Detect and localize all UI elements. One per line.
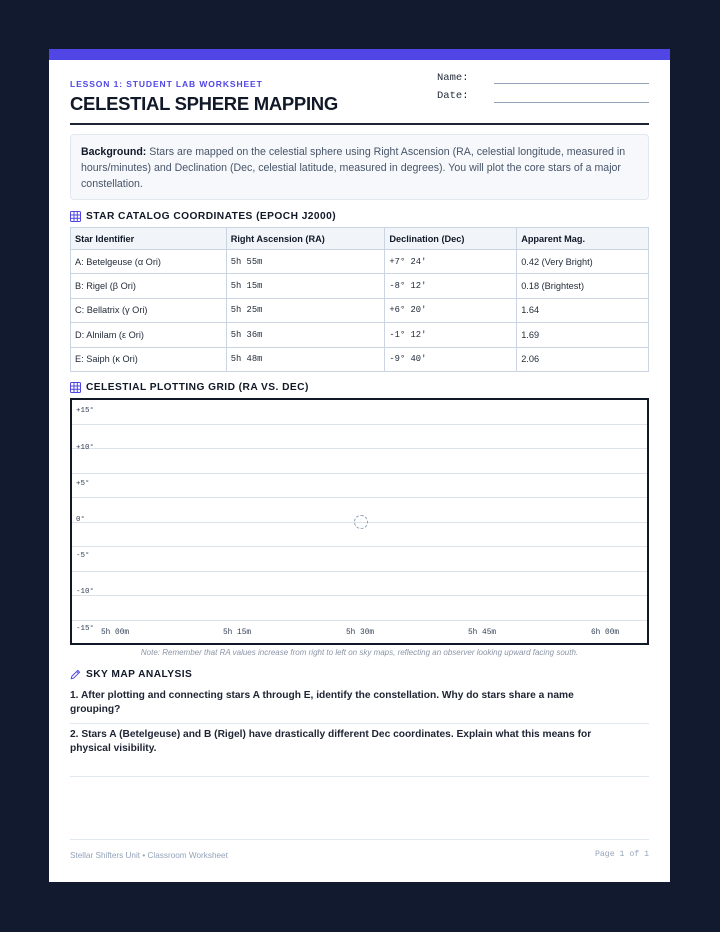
name-label: Name:: [437, 72, 469, 84]
table-row: [71, 298, 649, 322]
grid-title: CELESTIAL PLOTTING GRID (RA VS. DEC): [86, 381, 309, 393]
y-axis-label: -10°: [76, 588, 95, 596]
apparent-magnitude: 0.18 (Brightest): [517, 274, 649, 298]
analysis-title: SKY MAP ANALYSIS: [86, 668, 193, 680]
gridline: [72, 448, 647, 449]
page-number: Page 1 of 1: [594, 850, 649, 859]
column-header: Right Ascension (RA): [226, 228, 385, 250]
table-row: [71, 347, 649, 371]
declination: -9° 40': [385, 347, 517, 371]
question-1: 1. After plotting and connecting stars A through E, identify the constellation. Why do stars share a name grouping?: [70, 690, 574, 715]
page-title: CELESTIAL SPHERE MAPPING: [70, 93, 338, 114]
worksheet-page: [49, 49, 670, 882]
y-axis-label: +15°: [76, 407, 95, 415]
grid-section-title: [70, 380, 309, 394]
gridline: [72, 424, 647, 425]
name-field[interactable]: [494, 83, 649, 84]
column-header: Star Identifier: [71, 228, 227, 250]
y-axis-label: -15°: [76, 625, 95, 633]
apparent-magnitude: 1.69: [517, 323, 649, 347]
background-text: Stars are mapped on the celestial sphere using Right Ascension (RA, celestial longitude, measured in hours/minutes) and Declination (Dec, celestial latitude, measured in degrees). You will plot the core stars of a major constellation.: [81, 146, 626, 190]
y-axis-label: -5°: [76, 552, 90, 560]
right-ascension: 5h 36m: [226, 323, 385, 347]
star-identifier: A: Betelgeuse (α Ori): [71, 250, 227, 274]
star-catalog-table: [70, 227, 649, 372]
x-axis-label: 5h 15m: [223, 629, 252, 637]
background-box: [70, 134, 649, 200]
footer-unit: Stellar Shifters Unit • Classroom Worksheet: [70, 851, 228, 860]
table-row: [71, 323, 649, 347]
right-ascension: 5h 25m: [226, 298, 385, 322]
catalog-title: STAR CATALOG COORDINATES (EPOCH J2000): [86, 210, 337, 222]
right-ascension: 5h 48m: [226, 347, 385, 371]
column-header: Apparent Mag.: [517, 228, 649, 250]
catalog-section-title: [70, 209, 336, 223]
declination: -1° 12': [385, 323, 517, 347]
answer-line-1[interactable]: [70, 723, 649, 724]
answer-line-2[interactable]: [70, 776, 649, 777]
apparent-magnitude: 2.06: [517, 347, 649, 371]
x-axis-label: 5h 30m: [346, 629, 375, 637]
grid-icon: [70, 382, 81, 393]
declination: +6° 20': [385, 298, 517, 322]
gridline: [72, 497, 647, 498]
y-axis-label: +5°: [76, 480, 90, 488]
x-axis-label: 5h 45m: [468, 629, 497, 637]
declination: -8° 12': [385, 274, 517, 298]
star-identifier: C: Bellatrix (γ Ori): [71, 298, 227, 322]
gridline: [72, 546, 647, 547]
analysis-section-title: [70, 667, 192, 681]
question-2: 2. Stars A (Betelgeuse) and B (Rigel) have drastically different Dec coordinates. Explain what this means for physical visibility.: [70, 729, 592, 754]
gridline: [72, 595, 647, 596]
date-field[interactable]: [494, 102, 649, 103]
grid-note: Note: Remember that RA values increase from right to left on sky maps, reflecting an observer looking upward facing south.: [140, 648, 579, 657]
column-header: Declination (Dec): [385, 228, 517, 250]
lesson-label: LESSON 1: STUDENT LAB WORKSHEET: [70, 79, 263, 89]
table-row: [71, 250, 649, 274]
gridline: [72, 571, 647, 572]
star-identifier: E: Saiph (κ Ori): [71, 347, 227, 371]
y-axis-label: 0°: [76, 516, 86, 524]
apparent-magnitude: 0.42 (Very Bright): [517, 250, 649, 274]
origin-marker: [354, 515, 368, 529]
right-ascension: 5h 55m: [226, 250, 385, 274]
x-axis-label: 6h 00m: [591, 629, 620, 637]
header-divider: [70, 123, 649, 125]
apparent-magnitude: 1.64: [517, 298, 649, 322]
gridline: [72, 473, 647, 474]
gridline: [72, 620, 647, 621]
right-ascension: 5h 15m: [226, 274, 385, 298]
date-label: Date:: [437, 90, 469, 102]
footer-divider: [70, 839, 649, 840]
pencil-icon: [70, 669, 81, 680]
background-label: Background:: [81, 146, 147, 158]
y-axis-label: +10°: [76, 444, 95, 452]
x-axis-label: 5h 00m: [101, 629, 130, 637]
table-row: [71, 274, 649, 298]
table-icon: [70, 211, 81, 222]
declination: +7° 24': [385, 250, 517, 274]
accent-bar: [49, 49, 670, 60]
star-identifier: D: Alnilam (ε Ori): [71, 323, 227, 347]
table-header-row: [71, 228, 649, 250]
star-identifier: B: Rigel (β Ori): [71, 274, 227, 298]
plotting-grid[interactable]: [70, 398, 649, 645]
